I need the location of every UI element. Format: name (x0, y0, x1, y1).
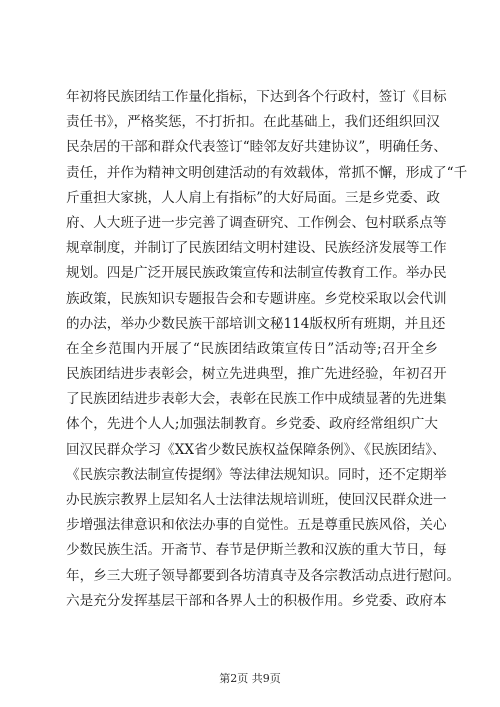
text-line-9: 族政策，民族知识专题报告会和专题讲座。乡党校采取以会代训 (66, 290, 447, 307)
text-line-19: 少数民族生活。开斋节、春节是伊斯兰教和汉族的重大节日，每 (66, 542, 447, 559)
text-line-10: 的办法，举办少数民族干部培训文秘114版权所有班期，并且还 (66, 315, 446, 332)
text-line-3: 民杂居的干部和群众代表签订“睦邻友好共建协议”，明确任务、 (66, 139, 447, 156)
text-line-18: 步增强法律意识和依法办事的自觉性。五是尊重民族风俗，关心 (66, 517, 447, 534)
text-line-12: 民族团结进步表彰会，树立先进典型，推广先进经验，年初召开 (66, 366, 447, 383)
body-paragraph (66, 85, 468, 614)
text-line-11: 在全乡范围内开展了“民族团结政策宣传日”活动等;召开全乡 (66, 340, 438, 357)
text-line-8: 规划。四是广泛开展民族政策宣传和法制宣传教育工作。举办民 (66, 265, 447, 282)
text-line-14: 体个，先进个人人;加强法制教育。乡党委、政府经常组织广大 (66, 416, 438, 433)
text-line-2: 责任书》，严格奖惩，不打折扣。在此基础上，我们还组织回汉 (66, 114, 440, 131)
text-line-16: 《民族宗教法制宣传提纲》等法律法规知识。同时，还不定期举 (66, 466, 447, 483)
text-line-5: 斤重担大家挑，人人肩上有指标”的大好局面。三是乡党委、政 (66, 189, 440, 206)
text-line-13: 了民族团结进步表彰大会，表彰在民族工作中成绩显著的先进集 (66, 391, 447, 408)
text-line-1: 年初将民族团结工作量化指标，下达到各个行政村，签订《目标 (66, 89, 447, 105)
page-number-footer: 第2页 共9页 (219, 672, 281, 685)
text-line-6: 府、人大班子进一步完善了调查研究、工作例会、包村联系点等 (66, 214, 447, 231)
text-line-21: 六是充分发挥基层干部和各界人士的积极作用。乡党委、政府本 (66, 592, 447, 609)
text-line-15: 回汉民群众学习《XX省少数民族权益保障条例》、《民族团结》、 (66, 441, 446, 458)
text-line-20: 年，乡三大班子领导都要到各坊清真寺及各宗教活动点进行慰问。 (66, 567, 461, 584)
text-line-4: 责任，并作为精神文明创建活动的有效载体，常抓不懈，形成了“千 (66, 164, 468, 181)
text-line-17: 办民族宗教界上层知名人士法律法规培训班，使回汉民群众进一 (66, 492, 447, 508)
text-line-7: 规章制度，并制订了民族团结文明村建设、民族经济发展等工作 (66, 240, 447, 257)
